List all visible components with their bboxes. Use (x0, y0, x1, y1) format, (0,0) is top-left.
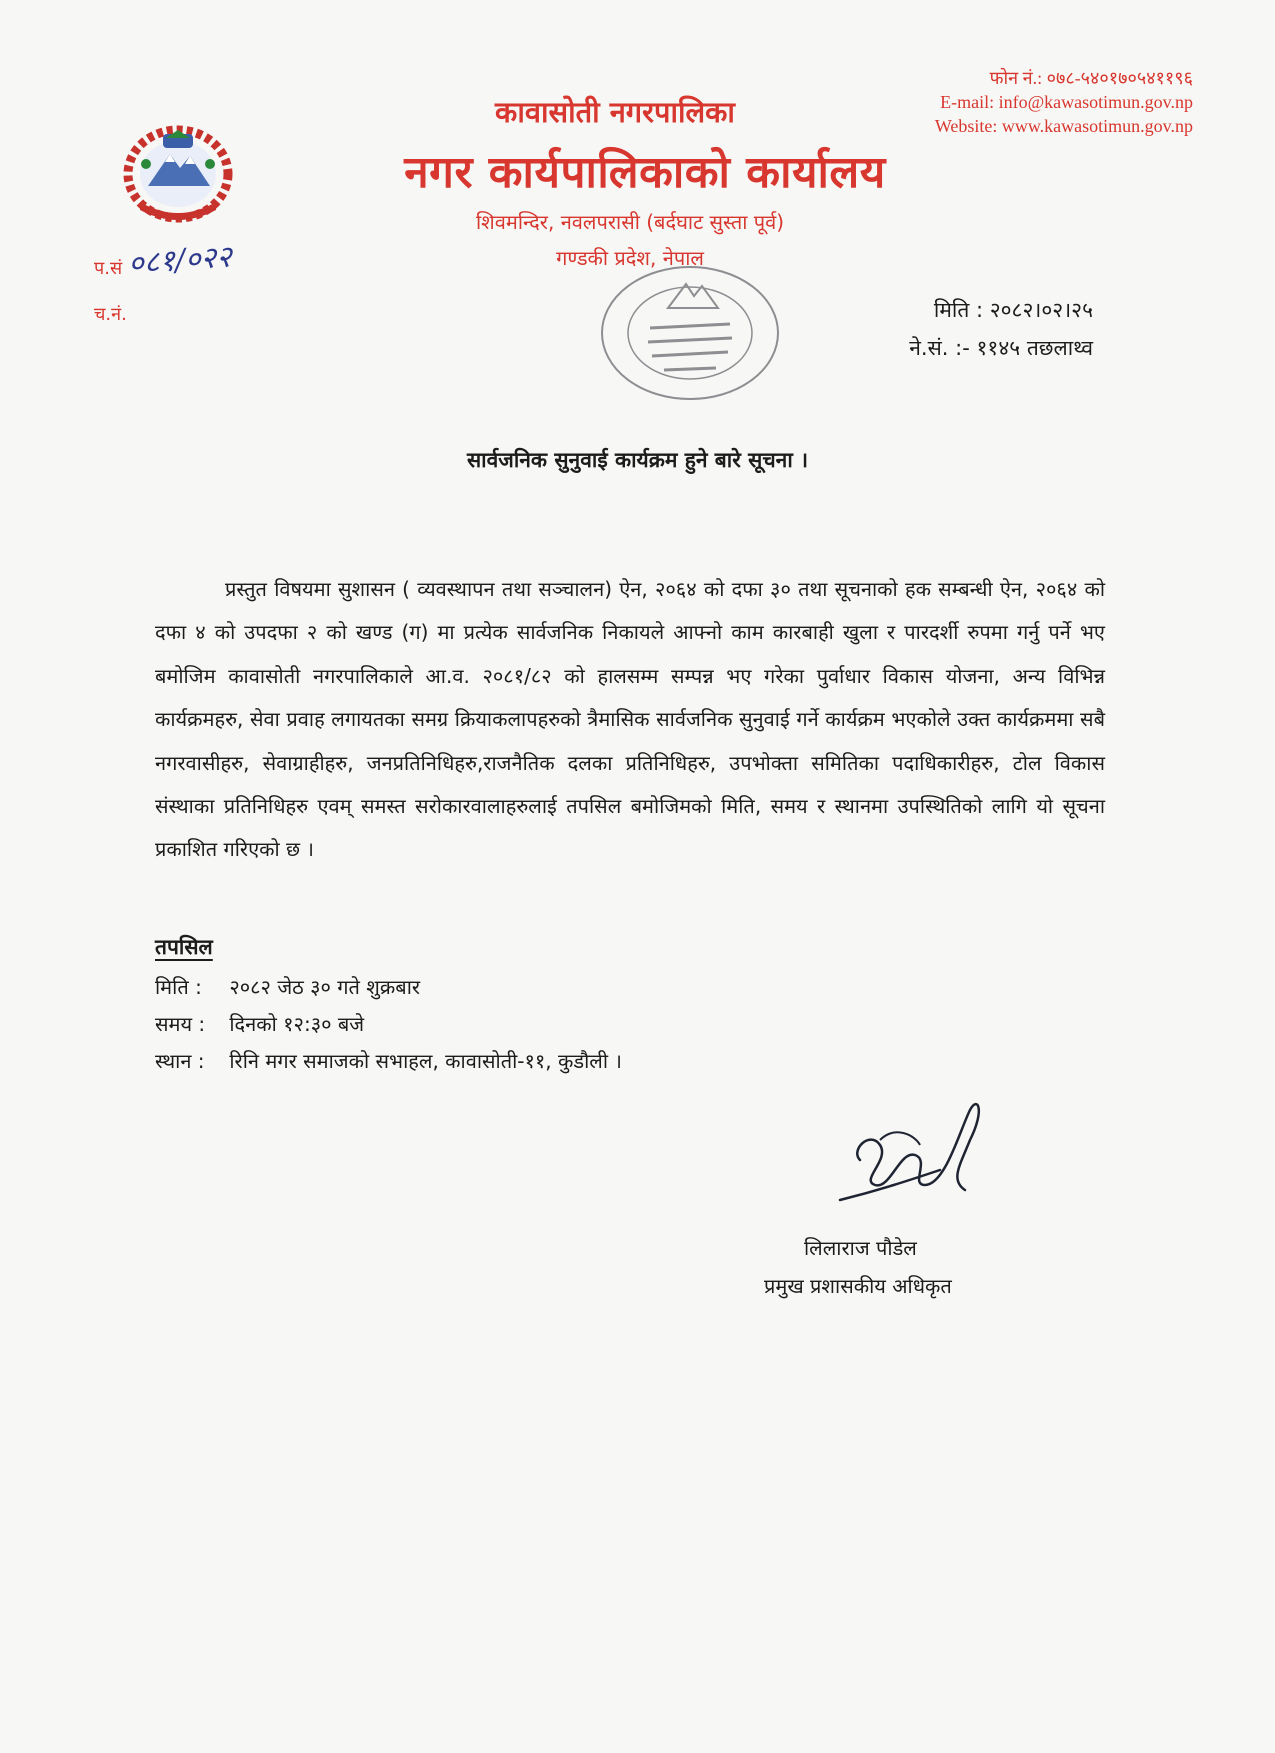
chalani-number-label: च.नं. (94, 304, 127, 325)
contact-block (935, 66, 1193, 138)
event-time-value: दिनको १२:३० बजे (229, 1012, 365, 1036)
phone-number: फोन नं.: ०७८-५४०१७०५४११९६ (989, 68, 1193, 88)
event-place-label: स्थान : (155, 1049, 205, 1073)
signatory-title: प्रमुख प्रशासकीय अधिकृत (764, 1274, 952, 1298)
handwritten-signature (820, 1090, 1000, 1230)
event-date-value: २०८२ जेठ ३० गते शुक्रबार (229, 975, 421, 999)
email-address: E-mail: info@kawasotimun.gov.np (940, 92, 1193, 112)
patra-sankhya-number: ०८१/०२२ (127, 239, 233, 282)
office-name: नगर कार्यपालिकाको कार्यालय (404, 147, 886, 198)
letter-date: मिति : २०८२।०२।२५ (933, 298, 1093, 322)
event-time-label: समय : (155, 1012, 206, 1036)
office-province: गण्डकी प्रदेश, नेपाल (556, 246, 704, 270)
notice-subject: सार्वजनिक सुनुवाई कार्यक्रम हुने बारे सूचना । (466, 448, 809, 472)
event-time-row (155, 1010, 364, 1037)
municipality-name: कावासोती नगरपालिका (495, 95, 735, 129)
nepal-government-emblem-icon (118, 124, 238, 229)
event-place-row (155, 1047, 622, 1074)
nepal-sambat-date: ने.सं. :- ११४५ तछलाथ्व (909, 336, 1093, 360)
tapasil-heading: तपसिल (155, 935, 213, 959)
office-stamp (590, 258, 790, 408)
event-date-row (155, 973, 420, 1000)
notice-body: प्रस्तुत विषयमा सुशासन ( व्यवस्थापन तथा सञ्चालन) ऐन, २०६४ को दफा ३० तथा सूचनाको हक सम्बन्धी ऐन, २०६४ को दफा ४ को उपदफा २ को खण्ड (ग) मा प्रत्येक सार्वजनिक निकायले आफ्नो काम कारबाही खुला र पारदर्शी रुपमा गर्नु पर्ने भए बमोजिम कावासोती नगरपालिकाले आ.व. २०८१/८२ को हालसम्म सम्पन्न भए गरेका पुर्वाधार विकास योजना, अन्य विभिन्न कार्यक्रमहरु, सेवा प्रवाह लगायतका समग्र क्रियाकलापहरुको त्रैमासिक सार्वजनिक सुनुवाई गर्ने कार्यक्रम भएकोले उक्त कार्यक्रममा सबै नगरवासीहरु, सेवाग्राहीहरु, जनप्रतिनिधिहरु,राजनैतिक दलका प्रतिनिधिहरु, उपभोक्ता समितिका पदाधिकारीहरु, टोल विकास संस्थाका प्रतिनिधिहरु एवम् समस्त सरोकारवालाहरुलाई तपसिल बमोजिमको मिति, समय र स्थानमा उपस्थितिको लागि यो सूचना प्रकाशित गरिएको छ । (155, 577, 1105, 862)
event-place-value: रिनि मगर समाजको सभाहल, कावासोती-११, कुडौली । (229, 1049, 622, 1073)
signatory-name: लिलाराज पौडेल (804, 1236, 917, 1260)
website-address: Website: www.kawasotimun.gov.np (934, 116, 1193, 136)
event-date-label: मिति : (155, 975, 202, 999)
patra-sankhya-label: प.सं (94, 258, 123, 279)
office-address: शिवमन्दिर, नवलपरासी (बर्दघाट सुस्ता पूर्व) (475, 210, 785, 234)
